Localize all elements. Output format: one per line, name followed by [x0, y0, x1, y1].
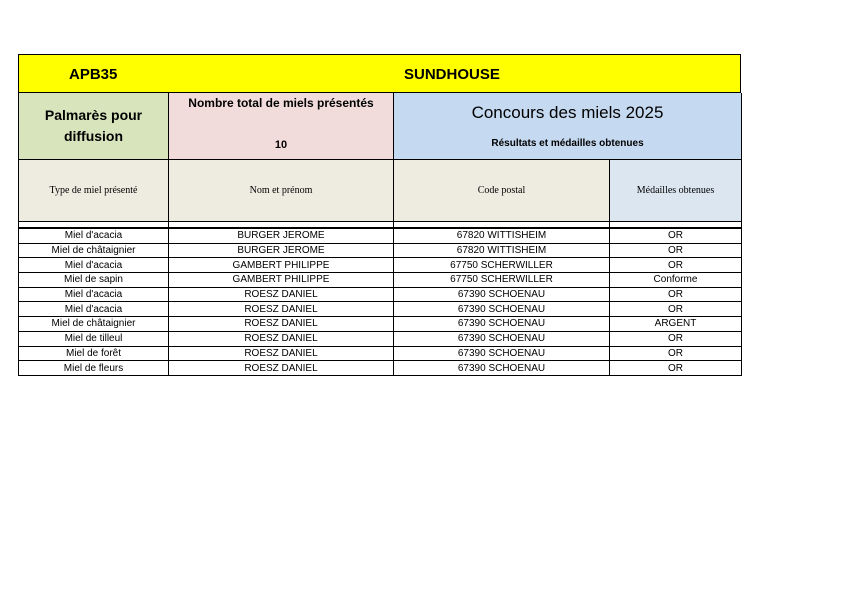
honey-type: Miel de sapin	[19, 273, 169, 288]
medal: OR	[610, 361, 742, 376]
postal-code: 67750 SCHERWILLER	[394, 273, 610, 288]
postal-code: 67390 SCHOENAU	[394, 346, 610, 361]
location-name: SUNDHOUSE	[404, 66, 500, 83]
postal-code: 67390 SCHOENAU	[394, 302, 610, 317]
association-name: APB35	[69, 66, 118, 83]
medal: ARGENT	[610, 317, 742, 332]
medal: OR	[610, 302, 742, 317]
total-label: Nombre total de miels présentés	[188, 96, 374, 110]
honey-type: Miel de tilleul	[19, 331, 169, 346]
medal: OR	[610, 287, 742, 302]
table-row	[19, 317, 742, 332]
column-header-name: Nom et prénom	[169, 160, 394, 222]
participant-name: ROESZ DANIEL	[169, 361, 394, 376]
medal: OR	[610, 331, 742, 346]
postal-code: 67390 SCHOENAU	[394, 317, 610, 332]
participant-name: BURGER JEROME	[169, 243, 394, 258]
spacer	[19, 222, 169, 228]
honey-type: Miel d'acacia	[19, 229, 169, 244]
honey-type: Miel de forêt	[19, 346, 169, 361]
honey-type: Miel de châtaignier	[19, 243, 169, 258]
participant-name: ROESZ DANIEL	[169, 302, 394, 317]
postal-code: 67390 SCHOENAU	[394, 361, 610, 376]
medal: OR	[610, 346, 742, 361]
honey-type: Miel d'acacia	[19, 258, 169, 273]
participant-name: BURGER JEROME	[169, 229, 394, 244]
postal-code: 67390 SCHOENAU	[394, 287, 610, 302]
column-header-postal: Code postal	[394, 160, 610, 222]
total-cell	[169, 93, 394, 160]
results-sheet	[18, 54, 741, 376]
palmares-cell	[19, 93, 169, 160]
total-value: 10	[274, 139, 288, 151]
spacer	[610, 222, 742, 228]
medal: OR	[610, 243, 742, 258]
column-header-type: Type de miel présenté	[19, 160, 169, 222]
medal: Conforme	[610, 273, 742, 288]
honey-type: Miel de châtaignier	[19, 317, 169, 332]
concours-title: Concours des miels 2025	[471, 103, 664, 122]
results-table	[18, 228, 742, 376]
postal-code: 67820 WITTISHEIM	[394, 229, 610, 244]
participant-name: GAMBERT PHILIPPE	[169, 258, 394, 273]
title-banner	[18, 54, 741, 93]
honey-type: Miel d'acacia	[19, 302, 169, 317]
header-block	[18, 93, 741, 228]
concours-cell	[394, 93, 742, 160]
table-row	[19, 346, 742, 361]
participant-name: ROESZ DANIEL	[169, 331, 394, 346]
postal-code: 67820 WITTISHEIM	[394, 243, 610, 258]
palmares-line1: Palmarès pour	[44, 107, 143, 123]
table-row	[19, 258, 742, 273]
honey-type: Miel d'acacia	[19, 287, 169, 302]
spacer	[169, 222, 394, 228]
table-row	[19, 361, 742, 376]
participant-name: ROESZ DANIEL	[169, 317, 394, 332]
participant-name: GAMBERT PHILIPPE	[169, 273, 394, 288]
postal-code: 67750 SCHERWILLER	[394, 258, 610, 273]
honey-type: Miel de fleurs	[19, 361, 169, 376]
concours-subtitle: Résultats et médailles obtenues	[491, 138, 644, 149]
table-row	[19, 331, 742, 346]
participant-name: ROESZ DANIEL	[169, 287, 394, 302]
postal-code: 67390 SCHOENAU	[394, 331, 610, 346]
table-row	[19, 243, 742, 258]
participant-name: ROESZ DANIEL	[169, 346, 394, 361]
medal: OR	[610, 229, 742, 244]
medal: OR	[610, 258, 742, 273]
column-header-medal: Médailles obtenues	[610, 160, 742, 222]
spacer	[394, 222, 610, 228]
table-row	[19, 287, 742, 302]
table-row	[19, 302, 742, 317]
table-row	[19, 229, 742, 244]
palmares-line2: diffusion	[63, 128, 124, 144]
table-row	[19, 273, 742, 288]
